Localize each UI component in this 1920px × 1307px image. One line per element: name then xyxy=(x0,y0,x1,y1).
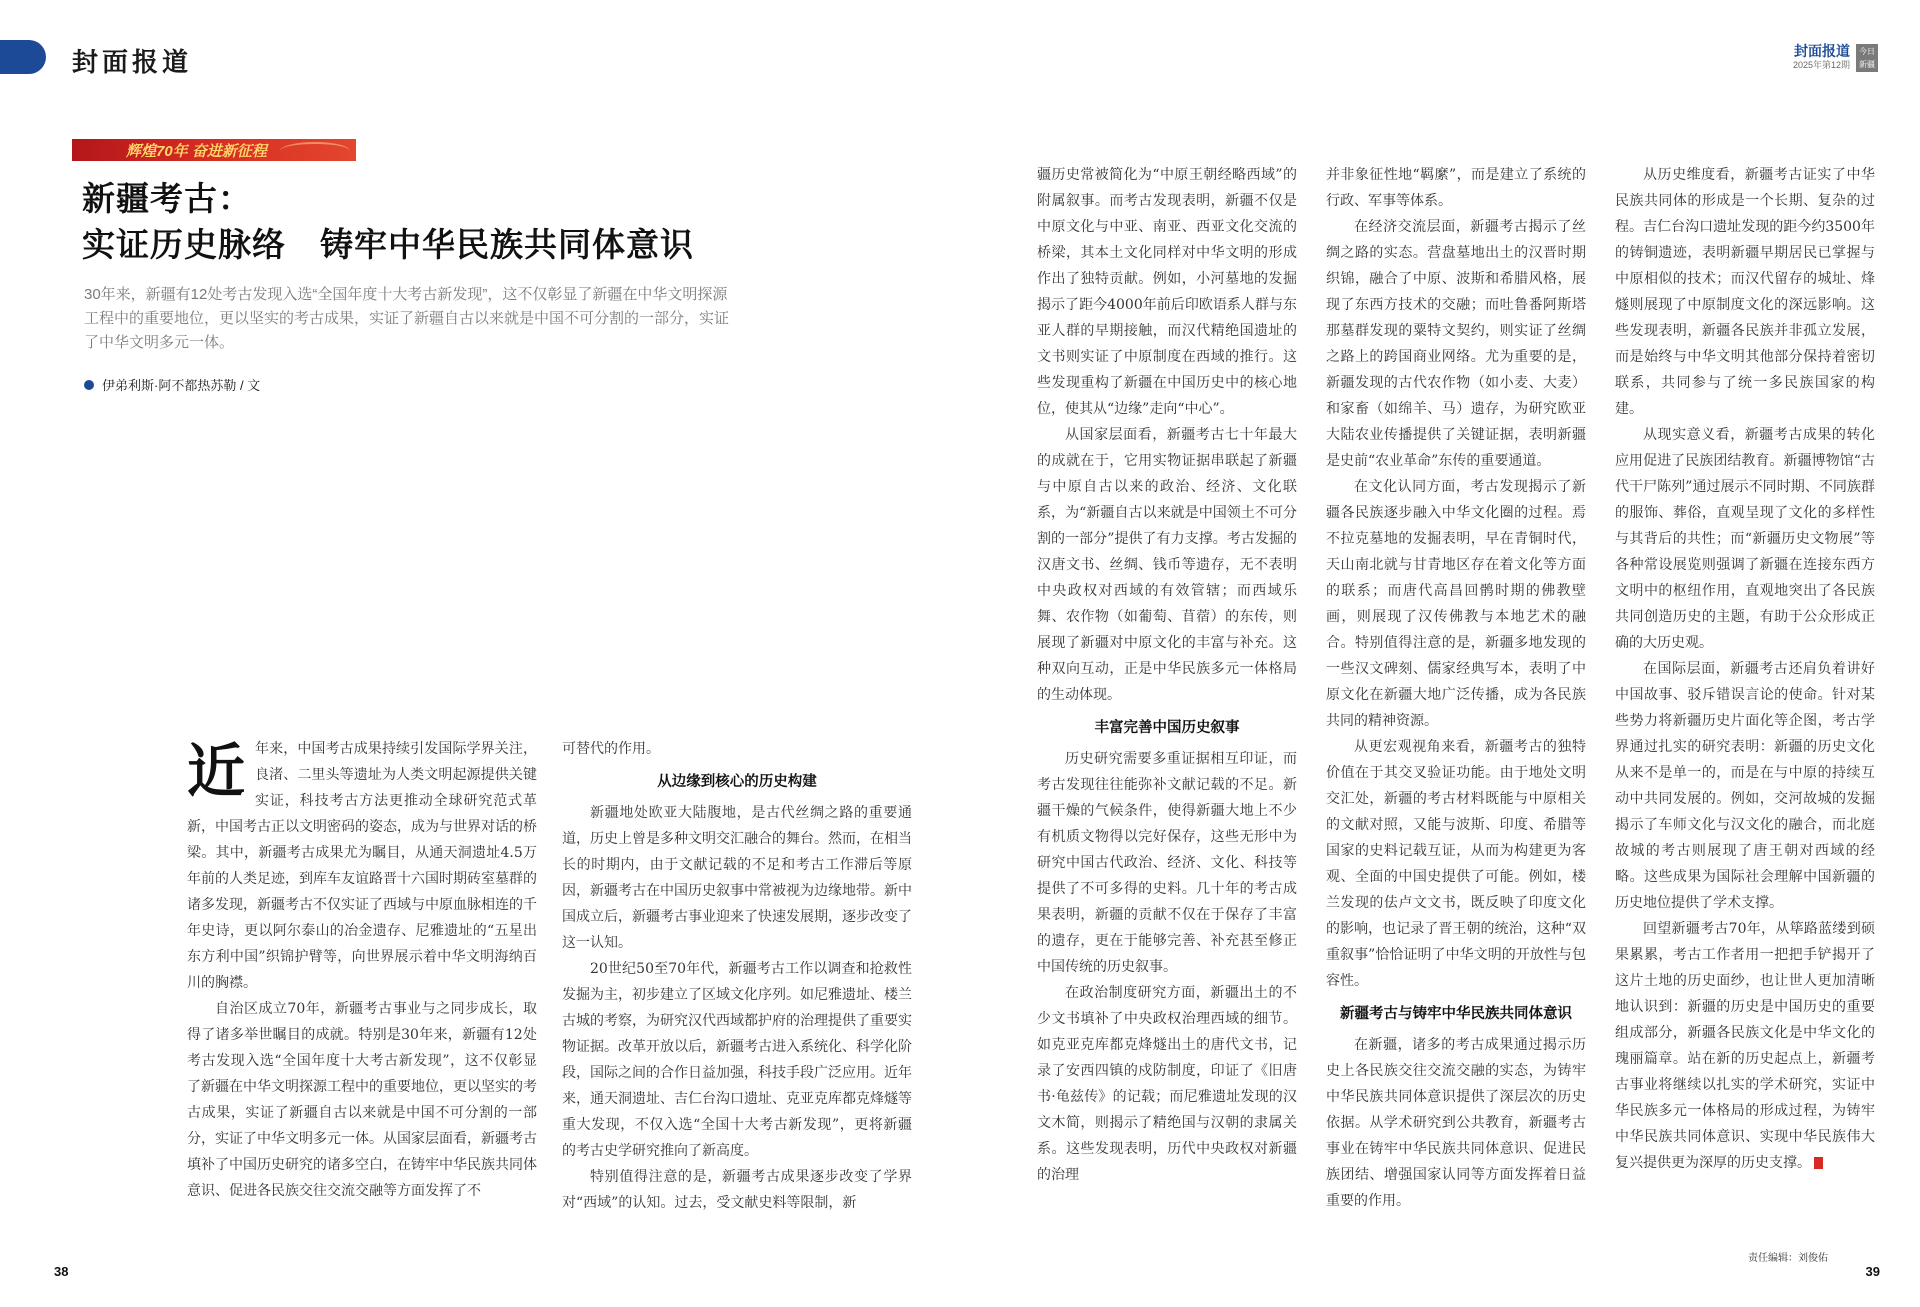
page-number-left: 38 xyxy=(54,1264,69,1279)
body-column-4 xyxy=(1326,162,1586,1214)
section-title-left: 封面报道 xyxy=(72,48,193,78)
anniversary-banner xyxy=(72,139,356,161)
bullet-dot-icon xyxy=(84,380,94,390)
paragraph: 特别值得注意的是，新疆考古成果逐步改变了学界对“西域”的认知。过去，受文献史料等限制，新 xyxy=(562,1169,912,1211)
paragraph: 近年来，中国考古成果持续引发国际学界关注，良渚、二里头等遗址为人类文明起源提供关键实证，科技考古方法更推动全球研究范式革新，中国考古正以文明密码的姿态，成为与世界对话的桥梁。其中，新疆考古成果尤为瞩目，从通天洞遗址4.5万年前的人类足迹，到库车友谊路晋十六国时期砖室墓群的诸多发现，新疆考古不仅实证了西域与中原血脉相连的千年史诗，更以阿尔泰山的冶金遗存、尼雅遗址的“五星出东方利中国”织锦护臂等，向世界展示着中华文明海纳百川的胸襟。 xyxy=(187,737,537,991)
paragraph: 在新疆，诸多的考古成果通过揭示历史上各民族交往交流交融的实态，为铸牢中华民族共同体意识提供了深层次的历史依据。从学术研究到公共教育，新疆考古事业在铸牢中华民族共同体意识、促进民族团结、增强国家认同等方面发挥着日益重要的作用。 xyxy=(1326,1037,1586,1209)
paragraph: 可替代的作用。 xyxy=(562,741,660,757)
editor-credit: 责任编辑：刘俊佑 xyxy=(1748,1253,1828,1264)
subheading: 丰富完善中国历史叙事 xyxy=(1094,720,1240,736)
paragraph: 在经济交流层面，新疆考古揭示了丝绸之路的实态。营盘墓地出土的汉晋时期织锦，融合了中原、波斯和希腊风格，展现了东西方技术的交融；而吐鲁番阿斯塔那墓群发现的粟特文契约，则实证了丝绸之路上的跨国商业网络。尤为重要的是，新疆发现的古代农作物（如小麦、大麦）和家畜（如绵羊、马）遗存，为研究欧亚大陆农业传播提供了关键证据，表明新疆是史前“农业革命”东传的重要通道。 xyxy=(1326,219,1586,469)
article-title xyxy=(82,176,694,268)
body-column-2 xyxy=(562,736,912,1216)
page-number-right: 39 xyxy=(1865,1264,1880,1279)
running-header-right xyxy=(1793,44,1878,72)
paragraph: 在文化认同方面，考古发现揭示了新疆各民族逐步融入中华文化圈的过程。焉不拉克墓地的发掘表明，早在青铜时代，天山南北就与甘青地区存在着文化等方面的联系；而唐代高昌回鹘时期的佛教壁画，则展现了汉传佛教与本地艺术的融合。特别值得注意的是，新疆多地发现的一些汉文碑刻、儒家经典写本，表明了中原文化在新疆大地广泛传播，成为各民族共同的精神资源。 xyxy=(1326,479,1586,729)
end-mark-icon xyxy=(1814,1157,1823,1169)
paragraph: 回望新疆考古70年，从筚路蓝缕到硕果累累，考古工作者用一把把手铲揭开了这片土地的历史面纱，也让世人更加清晰地认识到：新疆的历史是中国历史的重要组成部分，新疆各民族文化是中华文化的瑰丽篇章。站在新的历史起点上，新疆考古事业将继续以扎实的学术研究，实证中华民族多元一体格局的形成过程，为铸牢中华民族共同体意识、实现中华民族伟大复兴提供更为深厚的历史支撑。 xyxy=(1615,921,1875,1171)
paragraph: 疆历史常被简化为“中原王朝经略西域”的附属叙事。而考古发现表明，新疆不仅是中原文化与中亚、南亚、西亚文化交流的桥梁，其本土文化同样对中华文明的形成作出了独特贡献。例如，小河墓地的发掘揭示了距今4000年前后印欧语系人群与东亚人群的早期接触，而汉代精绝国遗址的文书则实证了中原制度在西域的推行。这些发现重构了新疆在中国历史中的核心地位，使其从“边缘”走向“中心”。 xyxy=(1037,167,1297,417)
body-column-1 xyxy=(187,736,537,1204)
body-column-5 xyxy=(1615,162,1875,1176)
author-name: 伊弟利斯·阿不都热苏勒 / 文 xyxy=(102,378,261,393)
byline xyxy=(84,375,260,394)
paragraph: 新疆地处欧亚大陆腹地，是古代丝绸之路的重要通道，历史上曾是多种文明交汇融合的舞台。然而，在相当长的时期内，由于文献记载的不足和考古工作滞后等原因，新疆考古在中国历史叙事中常被视为边缘地带。新中国成立后，新疆考古事业迎来了快速发展期，逐步改变了这一认知。 xyxy=(562,805,912,951)
section-title-right: 封面报道 xyxy=(1794,43,1850,59)
title-line-2: 实证历史脉络 铸牢中华民族共同体意识 xyxy=(82,225,694,264)
paragraph: 历史研究需要多重证据相互印证，而考古发现往往能弥补文献记载的不足。新疆干燥的气候条件，使得新疆大地上不少有机质文物得以完好保存，这些无形中为研究中国古代政治、经济、文化、科技等提供了不可多得的史料。几十年的考古成果表明，新疆的贡献不仅在于保存了丰富的遗存，更在于能够完善、补充甚至修正中国传统的历史叙事。 xyxy=(1037,751,1297,975)
paragraph: 在国际层面，新疆考古还肩负着讲好中国故事、驳斥错误言论的使命。针对某些势力将新疆历史片面化等企图，考古学界通过扎实的研究表明：新疆的历史文化从来不是单一的，而是在与中原的持续互动中共同发展的。例如，交河故城的发掘揭示了车师文化与汉文化的融合，而北庭故城的考古则展现了唐王朝对西域的经略。这些成果为国际社会理解中国新疆的历史地位提供了学术支撑。 xyxy=(1615,661,1875,911)
paragraph: 在政治制度研究方面，新疆出土的不少文书填补了中央政权治理西域的细节。如克亚克库都克烽燧出土的唐代文书，记录了安西四镇的戍防制度，印证了《旧唐书·龟兹传》的记载；而尼雅遗址发现的汉文木简，则揭示了精绝国与汉朝的隶属关系。这些发现表明，历代中央政权对新疆的治理 xyxy=(1037,985,1297,1183)
drop-cap: 近 xyxy=(187,737,246,805)
magazine-logo: 今日新疆 xyxy=(1856,44,1878,72)
paragraph: 自治区成立70年，新疆考古事业与之同步成长，取得了诸多举世瞩目的成就。特别是30年来，新疆有12处考古发现入选“全国年度十大考古新发现”，这不仅彰显了新疆在中华文明探源工程中的重要地位，更以坚实的考古成果，实证了新疆自古以来就是中国不可分割的一部分，实证了中华文明多元一体。从国家层面看，新疆考古填补了中国历史研究的诸多空白，在铸牢中华民族共同体意识、促进各民族交往交流交融等方面发挥了不 xyxy=(187,1001,537,1199)
paragraph: 从国家层面看，新疆考古七十年最大的成就在于，它用实物证据串联起了新疆与中原自古以来的政治、经济、文化联系，为“新疆自古以来就是中国领土不可分割的一部分”提供了有力支撑。考古发掘的汉唐文书、丝绸、钱币等遗存，无不表明中央政权对西域的有效管辖；而西域乐舞、农作物（如葡萄、苜蓿）的东传，则展现了新疆对中原文化的丰富与补充。这种双向互动，正是中华民族多元一体格局的生动体现。 xyxy=(1037,427,1297,703)
paragraph: 从更宏观视角来看，新疆考古的独特价值在于其交叉验证功能。由于地处文明交汇处，新疆的考古材料既能与中原相关的文献对照，又能与波斯、印度、希腊等国家的史料记载互证，从而为构建更为客观、全面的中国史提供了可能。例如，楼兰发现的佉卢文文书，既反映了印度文化的影响，也记录了晋王朝的统治，这种“双重叙事”恰恰证明了中华文明的开放性与包容性。 xyxy=(1326,739,1586,989)
subheading: 从边缘到核心的历史构建 xyxy=(657,774,817,790)
paragraph: 并非象征性地“羁縻”，而是建立了系统的行政、军事等体系。 xyxy=(1326,167,1586,209)
section-tab-marker xyxy=(0,40,46,74)
article-lead: 30年来，新疆有12处考古发现入选“全国年度十大考古新发现”，这不仅彰显了新疆在中华文明探源工程中的重要地位，更以坚实的考古成果，实证了新疆自古以来就是中国不可分割的一部分，实证了中华文明多元一体。 xyxy=(84,286,730,351)
issue-label: 2025年第12期 xyxy=(1792,60,1850,70)
title-line-1: 新疆考古： xyxy=(82,179,252,218)
banner-decoration xyxy=(280,142,350,160)
paragraph: 从历史维度看，新疆考古证实了中华民族共同体的形成是一个长期、复杂的过程。吉仁台沟口遗址发现的距今约3500年的铸铜遗迹，表明新疆早期居民已掌握与中原相似的技术；而汉代留存的城址、烽燧则展现了中原制度文化的深远影响。这些发现表明，新疆各民族并非孤立发展，而是始终与中华文明其他部分保持着密切联系，共同参与了统一多民族国家的构建。 xyxy=(1615,167,1875,417)
subheading: 新疆考古与铸牢中华民族共同体意识 xyxy=(1340,1006,1572,1022)
paragraph: 从现实意义看，新疆考古成果的转化应用促进了民族团结教育。新疆博物馆“古代干尸陈列”通过展示不同时期、不同族群的服饰、葬俗，直观呈现了文化的多样性与其背后的共性；而“新疆历史文物展”等各种常设展览则强调了新疆在连接东西方文明中的枢纽作用，直观地突出了各民族共同创造历史的主题，有助于公众形成正确的大历史观。 xyxy=(1615,427,1875,651)
body-column-3 xyxy=(1037,162,1297,1188)
paragraph: 20世纪50至70年代，新疆考古工作以调查和抢救性发掘为主，初步建立了区域文化序列。如尼雅遗址、楼兰古城的考察，为研究汉代西域都护府的治理提供了重要实物证据。改革开放以后，新疆考古进入系统化、科学化阶段，国际之间的合作日益加强，科技手段广泛应用。近年来，通天洞遗址、吉仁台沟口遗址、克亚克库都克烽燧等重大发现，不仅入选“全国十大考古新发现”，更将新疆的考古史学研究推向了新高度。 xyxy=(562,961,912,1159)
banner-text: 辉煌70年 奋进新征程 xyxy=(126,143,267,160)
